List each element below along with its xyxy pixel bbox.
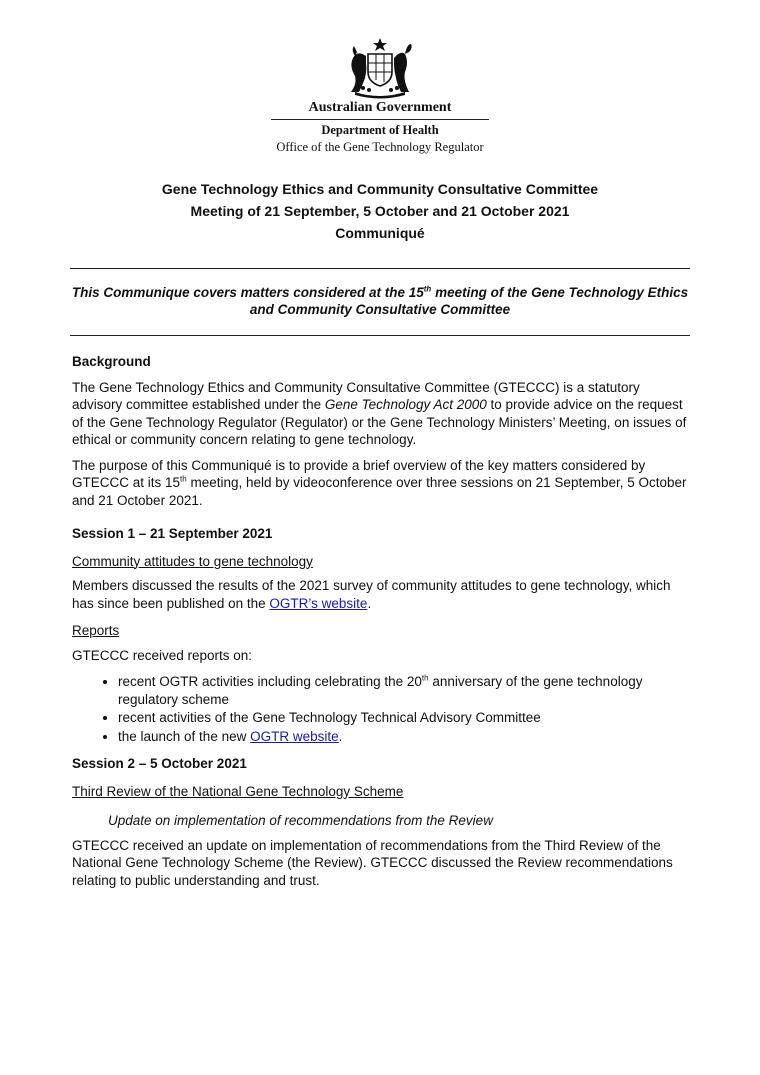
community-attitudes-heading: Community attitudes to gene technology [72,553,313,569]
title-meeting-dates: Meeting of 21 September, 5 October and 21 October 2021 [190,203,570,219]
bullet-1-superscript: th [421,673,429,683]
ogtr-website-link-2[interactable]: OGTR website [250,728,339,744]
third-review-heading: Third Review of the National Gene Technology Scheme [72,783,404,799]
community-attitudes-end: . [367,595,372,611]
bottom-divider [70,335,690,336]
bullet-3-start: the launch of the new [118,728,251,744]
bullet-1-start: recent OGTR activities including celebrating the 20 [118,674,422,689]
background-p2-end: meeting, held by videoconference over three sessions on 21 September, 5 October and 21 October 2021. [72,475,687,508]
community-attitudes-text: Members discussed the results of the 2021 survey of community attitudes to gene technology, which has since been published on the [72,578,671,611]
coat-of-arms-icon [335,36,425,100]
review-update-subheading: Update on implementation of recommendations from the Review [108,813,493,828]
top-divider [70,268,690,269]
act-name: Gene Technology Act 2000 [324,397,487,412]
list-item [118,728,692,746]
background-heading: Background [72,354,151,369]
background-paragraph-1 [72,379,692,449]
bullet-3-end: . [338,728,343,744]
review-update-paragraph: GTECCC received an update on implementation of recommendations from the Third Review of the National Gene Technology Scheme (the Review). GTECCC discussed the Review recommendations relating to public understanding and trust. [72,837,673,888]
background-p2-start: The purpose of this Communiqué is to provide a brief overview of the key matters considered by GTECCC at its 15 [72,457,646,490]
session-2-heading: Session 2 – 5 October 2021 [72,756,247,771]
list-item: • recent activities of the Gene Technology Technical Advisory Committee [118,709,692,727]
reports-heading: Reports [72,623,120,638]
title-communique: Communiqué [335,225,425,241]
office-name: Office of the Gene Technology Regulator [276,140,484,154]
title-committee: Gene Technology Ethics and Community Consultative Committee [161,181,599,197]
government-name: Australian Government [308,100,452,115]
intro-text-start: This Communique covers matters considered at the 15 [71,285,424,300]
reports-intro: GTECCC received reports on: [72,647,253,663]
bullet-1-end: anniversary of the gene technology regulatory scheme [118,674,643,707]
reports-list [72,673,692,745]
intro-statement [70,284,690,318]
ogtr-website-link[interactable]: OGTR’s website [269,595,368,611]
intro-text-end: meeting of the Gene Technology Ethics and Community Consultative Committee [249,285,689,317]
session-1-heading: Session 1 – 21 September 2021 [72,526,273,541]
background-p1-start: The Gene Technology Ethics and Community Consultative Committee (GTECCC) is a statutory advisory committee established under the [72,379,640,412]
department-name: Department of Health [321,123,439,137]
header-divider [271,119,489,120]
list-item [118,673,692,708]
background-p2-superscript: th [180,474,187,484]
document-title [0,178,760,244]
community-attitudes-paragraph [72,577,692,612]
document-body [72,353,692,897]
intro-superscript: th [423,284,432,294]
background-p1-end: to provide advice on the request of the Gene Technology Regulator (Regulator) or the Gene Technology Ministers’ Meeting, on issues of ethical or community concern relating to gene technology. [72,397,687,447]
background-paragraph-2 [72,457,692,510]
